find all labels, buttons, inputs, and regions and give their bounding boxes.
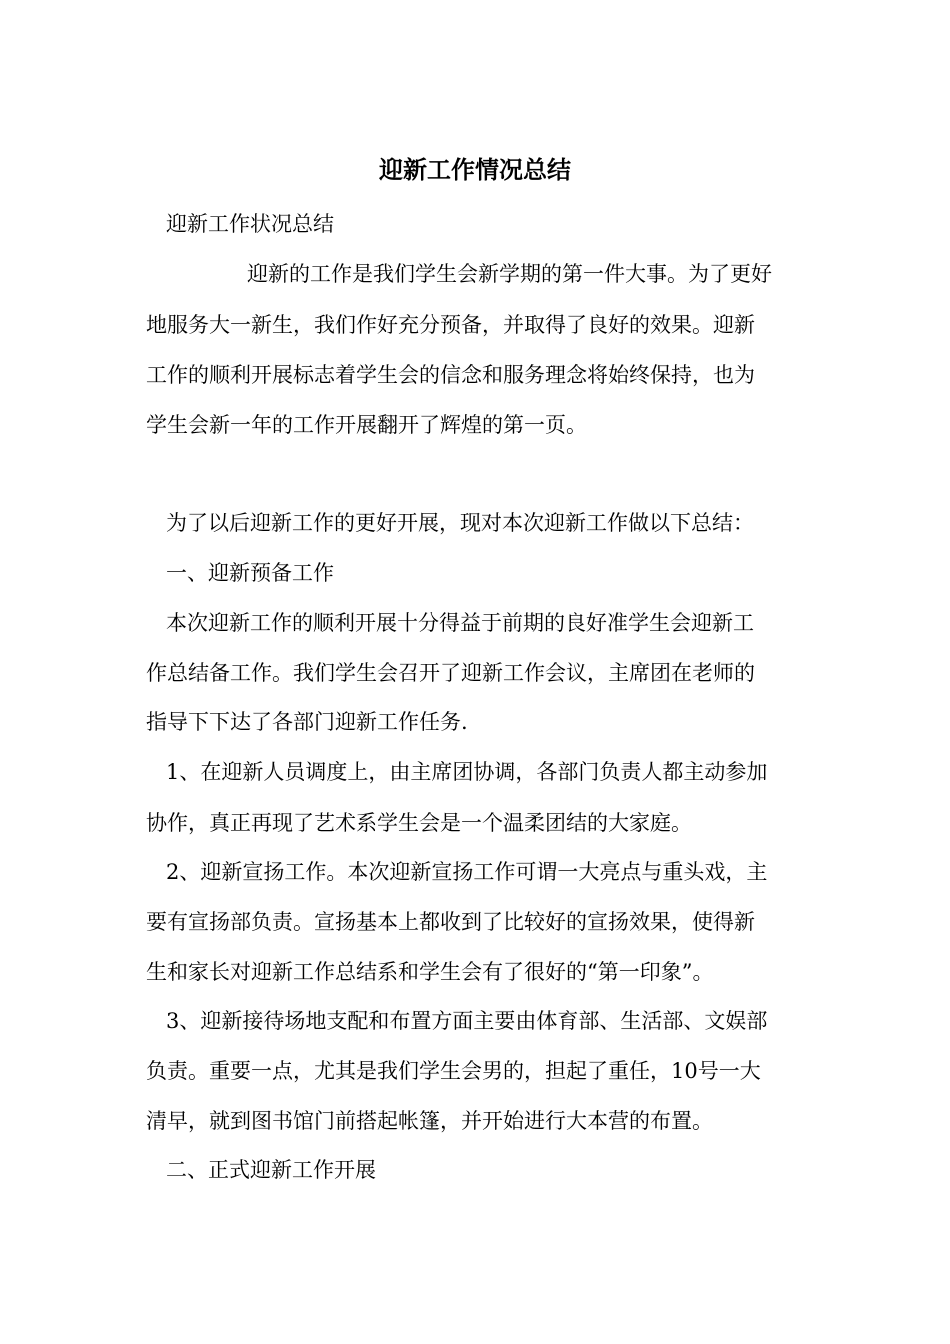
paragraph-line: 学生会新一年的工作开展翻开了辉煌的第一页。 (146, 413, 587, 437)
list-item-line: 2、迎新宣扬工作。本次迎新宣扬工作可谓一大亮点与重头戏，主 (166, 860, 768, 884)
paragraph-line: 本次迎新工作的顺利开展十分得益于前期的良好准学生会迎新工 (166, 611, 754, 635)
list-item-line: 要有宣扬部负责。宣扬基本上都收到了比较好的宣扬效果，使得新 (146, 910, 755, 934)
paragraph-line: 迎新的工作是我们学生会新学期的第一件大事。为了更好 (247, 262, 772, 286)
list-item-line: 1、在迎新人员调度上，由主席团协调，各部门负责人都主动参加 (166, 760, 768, 784)
paragraph-line: 地服务大一新生，我们作好充分预备，并取得了良好的效果。迎新 (146, 313, 755, 337)
subtitle-line: 迎新工作状况总结 (166, 212, 334, 236)
paragraph-line: 为了以后迎新工作的更好开展，现对本次迎新工作做以下总结： (166, 511, 754, 535)
section-heading: 二、正式迎新工作开展 (166, 1158, 376, 1182)
section-heading: 一、迎新预备工作 (166, 561, 334, 585)
list-item-line: 负责。重要一点，尤其是我们学生会男的，担起了重任，10号一大 (146, 1059, 761, 1083)
paragraph-line: 指导下下达了各部门迎新工作任务. (146, 710, 468, 734)
list-item-line: 清早，就到图书馆门前搭起帐篷，并开始进行大本营的布置。 (146, 1109, 713, 1133)
paragraph-line: 作总结备工作。我们学生会召开了迎新工作会议，主席团在老师的 (146, 661, 755, 685)
paragraph-line: 工作的顺利开展标志着学生会的信念和服务理念将始终保持，也为 (146, 363, 755, 387)
document-title: 迎新工作情况总结 (379, 155, 571, 184)
list-item-line: 3、迎新接待场地支配和布置方面主要由体育部、生活部、文娱部 (166, 1009, 768, 1033)
list-item-line: 生和家长对迎新工作总结系和学生会有了很好的“第一印象”。 (146, 960, 714, 984)
list-item-line: 协作，真正再现了艺术系学生会是一个温柔团结的大家庭。 (146, 811, 692, 835)
